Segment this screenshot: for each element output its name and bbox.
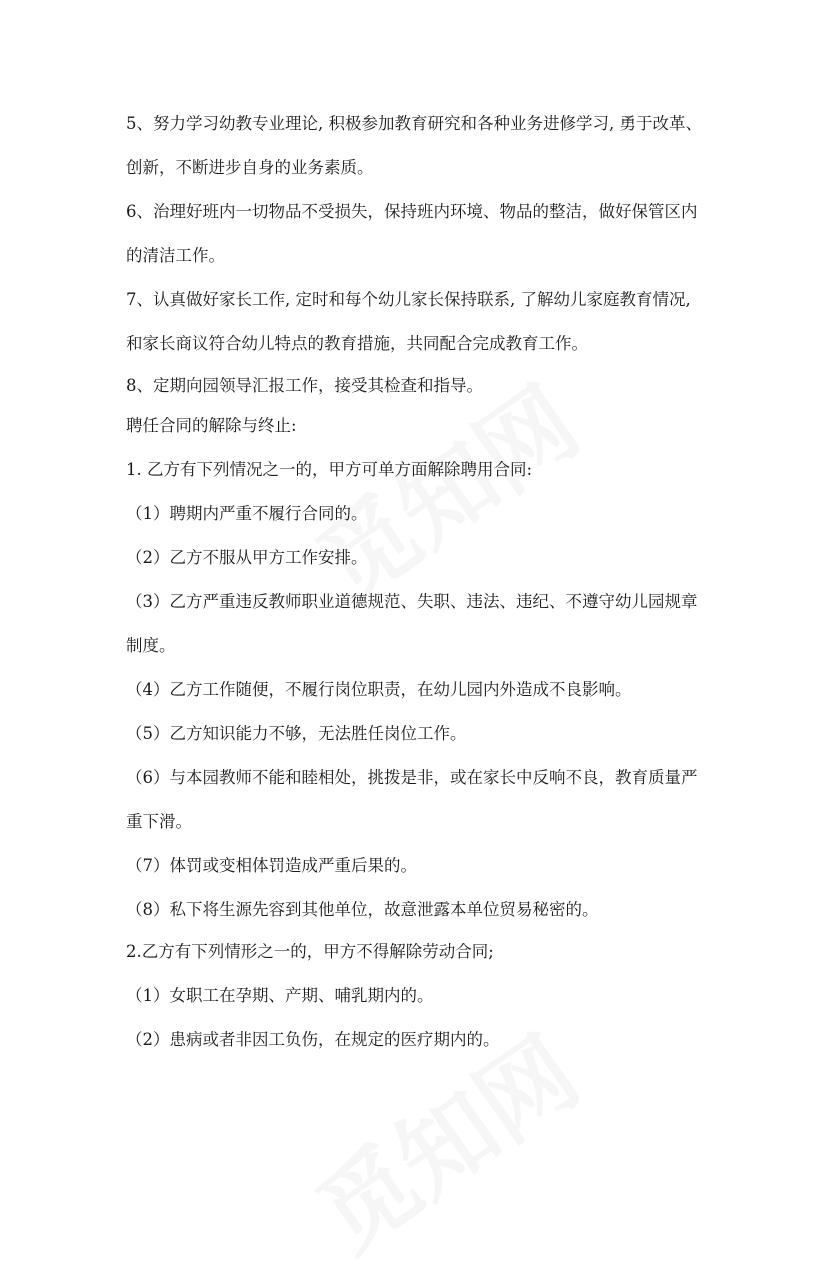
text-line: 和家长商议符合幼儿特点的教育措施，共同配合完成教育工作。 xyxy=(126,334,588,353)
text-line: 的清洁工作。 xyxy=(126,246,225,265)
text-line: 1. 乙方有下列情况之一的，甲方可单方面解除聘用合同: xyxy=(126,460,533,479)
text-line: （6）与本园教师不能和睦相处，挑拨是非，或在家长中反响不良，教育质量严 xyxy=(126,768,698,787)
text-line: （1）聘期内严重不履行合同的。 xyxy=(126,504,368,523)
text-line: （3）乙方严重违反教师职业道德规范、失职、违法、违纪、不遵守幼儿园规章 xyxy=(126,592,698,611)
text-line: （5）乙方知识能力不够，无法胜任岗位工作。 xyxy=(126,724,467,743)
text-line: 制度。 xyxy=(126,636,176,655)
text-line: 6、治理好班内一切物品不受损失，保持班内环境、物品的整洁，做好保管区内 xyxy=(126,202,698,221)
text-line: （2）乙方不服从甲方工作安排。 xyxy=(126,548,368,567)
text-line: 7、认真做好家长工作, 定时和每个幼儿家长保持联系, 了解幼儿家庭教育情况, xyxy=(126,290,691,309)
text-line: （1）女职工在孕期、产期、哺乳期内的。 xyxy=(126,986,434,1005)
text-line: 8、定期向园领导汇报工作，接受其检查和指导。 xyxy=(126,376,483,395)
text-line: （8）私下将生源先容到其他单位，故意泄露本单位贸易秘密的。 xyxy=(126,900,599,919)
text-line: （4）乙方工作随便，不履行岗位职责，在幼儿园内外造成不良影响。 xyxy=(126,680,632,699)
text-line: 创新，不断进步自身的业务素质。 xyxy=(126,158,374,177)
text-line: 重下滑。 xyxy=(126,812,192,831)
text-line: 聘任合同的解除与终止: xyxy=(126,416,297,435)
text-line: 2.乙方有下列情形之一的，甲方不得解除劳动合同; xyxy=(126,942,494,961)
text-line: （2）患病或者非因工负伤，在规定的医疗期内的。 xyxy=(126,1030,500,1049)
text-line: 5、努力学习幼教专业理论, 积极参加教育研究和各种业务进修学习, 勇于改革、 xyxy=(126,114,702,133)
text-line: （7）体罚或变相体罚造成严重后果的。 xyxy=(126,856,417,875)
